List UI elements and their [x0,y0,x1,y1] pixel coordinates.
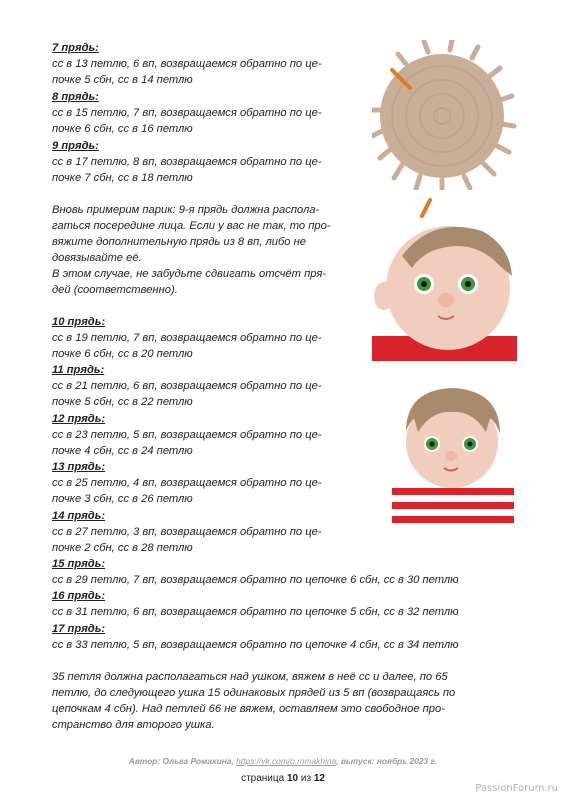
doll-nose-icon [438,293,454,307]
round-11-line-1: сс в 21 петлю, 6 вп, возвращаемся обратно по це- [52,380,322,392]
round-13-line-2: почке 3 сбн, сс в 26 петлю [52,493,193,505]
note-line-3: вяжите дополнительную прядь из 8 вп, либо не [52,236,307,248]
note-line-4: довязывайте её. [52,252,142,264]
issue-info: , выпуск: ноябрь 2023 г. [336,756,438,766]
final-line-2: петлю, до следующего ушка 15 одинаковых прядей из 5 вп (возвращаясь по [52,687,456,699]
round-14-line-1: сс в 27 петлю, 3 вп, возвращаемся обратно по це- [52,526,322,538]
round-11-line-2: почке 5 сбн, сс в 22 петлю [52,396,193,408]
round-7-line-2: почке 5 сбн, сс в 14 петлю [52,74,193,86]
safety-pin-icon [422,200,430,216]
footer-credit [0,756,566,766]
round-12-heading: 12 прядь: [52,413,106,425]
round-9-line-1: сс в 17 петлю, 8 вп, возвращаемся обратно по це- [52,156,322,168]
page-separator: из [300,773,312,784]
round-16-line-1: сс в 31 петлю, 6 вп, возвращаемся обратно по цепочке 5 сбн, сс в 32 петлю [52,606,459,618]
round-10-line-1: сс в 19 петлю, 7 вп, возвращаемся обратно по це- [52,332,322,344]
round-10-line-2: почке 6 сбн, сс в 20 петлю [52,348,193,360]
page-prefix: страница [241,773,285,784]
note-line-6: дей (соответственно). [52,284,178,296]
final-line-4: странство для второго ушка. [52,719,215,731]
author-label: Автор: Ольга Ромахина, [128,756,234,766]
round-9-heading: 9 прядь: [52,140,99,152]
round-12-line-2: почке 4 сбн, сс в 24 петлю [52,445,193,457]
page-total: 12 [313,773,325,784]
round-8-line-1: сс в 15 петлю, 7 вп, возвращаемся обратно по це- [52,107,322,119]
final-line-1: 35 петля должна располагаться над ушком, вяжем в неё сс и далее, по 65 [52,671,448,683]
page-current: 10 [286,773,299,784]
note-line-1: Вновь примерим парик: 9-я прядь должна распола- [52,204,320,216]
doll-partial-wig-photo [372,196,517,361]
doll-full-wig-photo [386,384,518,526]
round-7-heading: 7 прядь: [52,42,99,54]
note-line-2: гаться посередине лица. Если у вас не так, то про- [52,220,331,232]
round-9-line-2: почке 7 сбн, сс в 18 петлю [52,172,193,184]
doll-nose-icon [445,451,457,461]
round-7-line-1: сс в 13 петлю, 6 вп, возвращаемся обратно по це- [52,58,322,70]
final-line-3: цепочкам 4 сбн). Над петлей 66 не вяжем, оставляем это свободное про- [52,703,445,715]
round-16-heading: 16 прядь: [52,590,106,602]
round-15-line-1: сс в 29 петлю, 7 вп, возвращаемся обратно по цепочке 6 сбн, сс в 30 петлю [52,574,459,586]
round-8-line-2: почке 6 сбн, сс в 16 петлю [52,123,193,135]
round-14-heading: 14 прядь: [52,510,106,522]
watermark: PassionForum.ru [475,783,558,794]
round-8-heading: 8 прядь: [52,91,99,103]
wig-circle-photo [372,40,517,190]
round-12-line-1: сс в 23 петлю, 5 вп, возвращаемся обратно по це- [52,429,322,441]
round-13-line-1: сс в 25 петлю, 4 вп, возвращаемся обратно по це- [52,477,322,489]
round-17-line-1: сс в 33 петлю, 5 вп, возвращаемся обратно по цепочке 4 сбн, сс в 34 петлю [52,639,459,651]
round-13-heading: 13 прядь: [52,461,106,473]
round-15-heading: 15 прядь: [52,558,106,570]
round-14-line-2: почке 2 сбн, сс в 28 петлю [52,542,193,554]
round-17-heading: 17 прядь: [52,623,106,635]
round-10-heading: 10 прядь: [52,316,106,328]
round-11-heading: 11 прядь: [52,364,105,376]
author-link[interactable]: https://vk.com/o.romakhina [236,756,337,766]
note-line-5: В этом случае, не забудьте сдвигать отсчёт пря- [52,268,327,280]
